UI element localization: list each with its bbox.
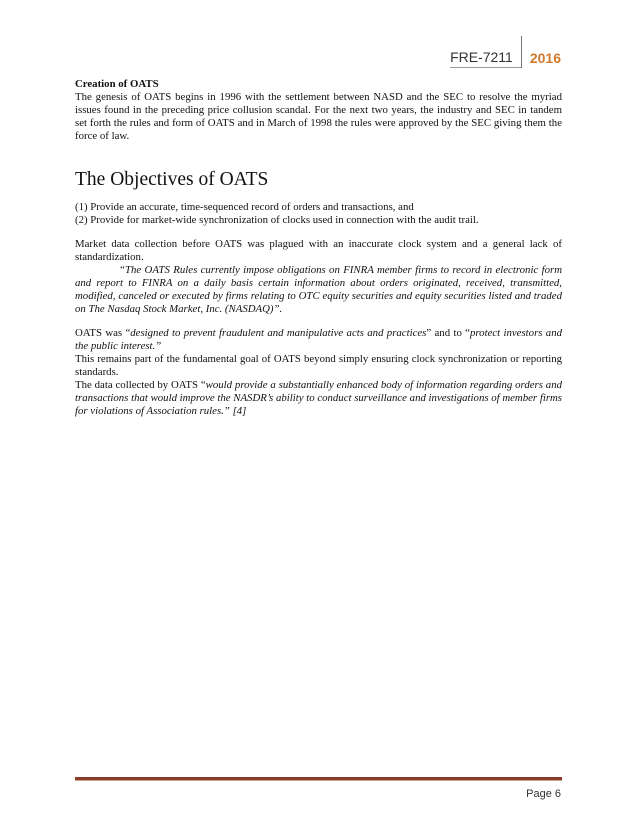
collected-quote: would provide a substantially enhanced body of information regarding orders and transactions that would improve the NASDR’s ability to conduct surveillance and investigations of member firms for violations of Association rules.” [4]: [75, 379, 563, 417]
creation-paragraph: The genesis of OATS begins in 1996 with the settlement between NASD and the SEC to resolve the myriad issues found in the preceding price collusion scandal. For the next two years, the industry and SEC in tandem set forth the rules and form of OATS and in March of 1998 the rules were approved by the SEC giving them the force of law.: [75, 91, 562, 142]
header-year: 2016: [529, 50, 561, 66]
header-course-code: FRE-7211: [450, 36, 521, 68]
designed-quote-2: protect investors and the public interest.”: [75, 327, 562, 352]
footer-rule: [75, 777, 562, 781]
collected-paragraph: [75, 379, 562, 418]
designed-mid: ” and to “: [426, 327, 470, 339]
section-title-objectives: The Objectives of OATS: [75, 169, 269, 190]
designed-lead: OATS was “: [75, 327, 131, 339]
designed-paragraph: [75, 327, 562, 353]
remains-paragraph: This remains part of the fundamental goal of OATS beyond simply ensuring clock synchronization or reporting standards.: [75, 353, 562, 378]
designed-quote-1: designed to prevent fraudulent and manipulative acts and practices: [130, 327, 427, 339]
market-paragraph: Market data collection before OATS was plagued with an inaccurate clock system and a general lack of standardization.: [75, 238, 562, 263]
creation-subhead: Creation of OATS: [75, 78, 159, 90]
document-body: [75, 78, 562, 418]
objective-item-2: (2) Provide for market-wide synchronization of clocks used in connection with the audit trail.: [75, 214, 479, 226]
finra-quote: [75, 264, 562, 316]
page-header: [450, 36, 561, 68]
finra-quote-text: “The OATS Rules currently impose obligations on FINRA member firms to record in electronic form and report to FINRA on a daily basis certain information about orders originated, received, transmitted, modified, canceled or executed by firms relating to OTC equity securities and equity securities listed and traded on The Nasdaq Stock Market, Inc. (NASDAQ)”.: [75, 264, 562, 315]
collected-lead: The data collected by OATS “: [75, 379, 206, 391]
page-number: Page 6: [526, 788, 561, 800]
objective-item-1: (1) Provide an accurate, time-sequenced record of orders and transactions, and: [75, 201, 414, 213]
